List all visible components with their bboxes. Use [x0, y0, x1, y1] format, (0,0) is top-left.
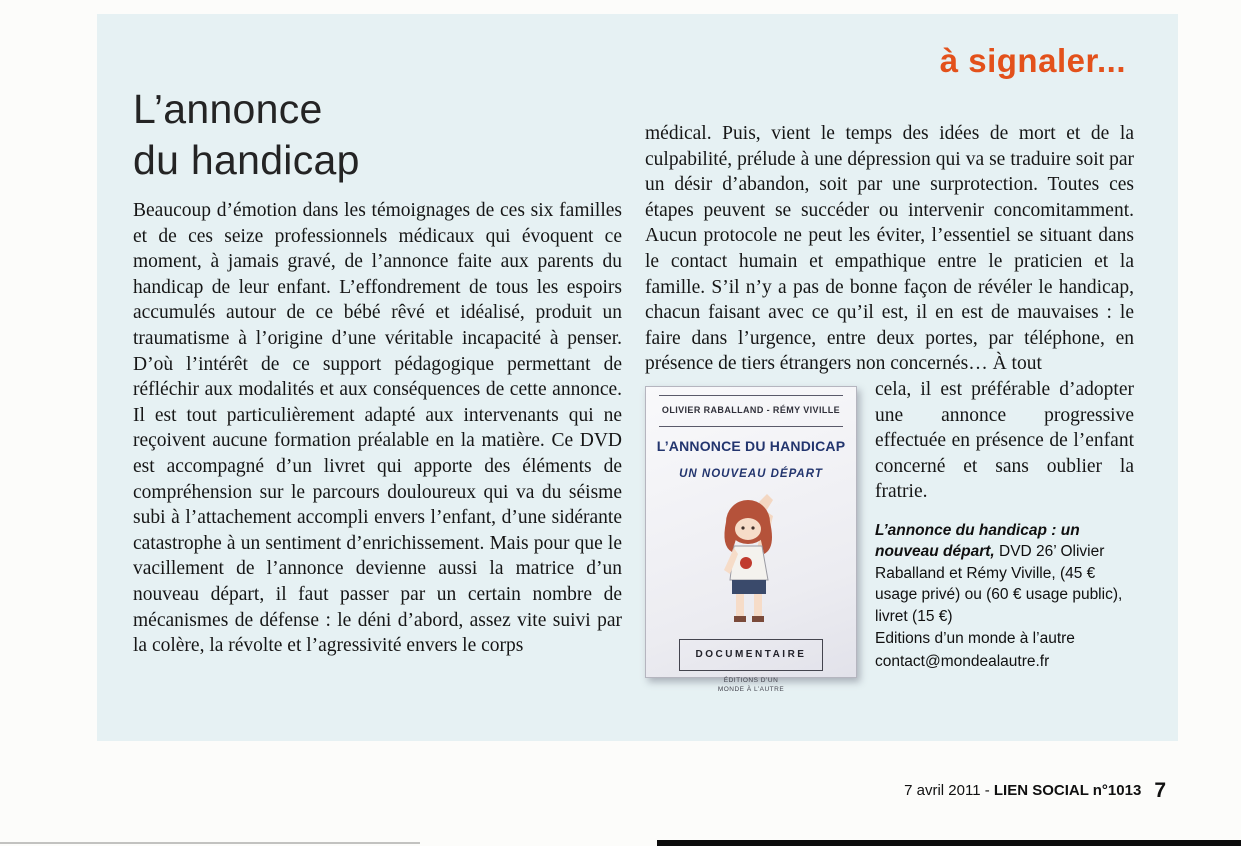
- article-title-line2: du handicap: [133, 137, 360, 183]
- footer-date: 7 avril 2011 -: [904, 782, 994, 799]
- dvd-cover-illustration: [695, 492, 807, 634]
- publication-details-body: DVD 26’ Olivier Raballand et Rémy Viville, (45 € usage privé) ou (60 € usage public), livret (15 €): [875, 543, 1123, 625]
- article-column-right-wrap-text: cela, il est préférable d’adopter une annonce progressive effectuée en présence de l’enfant concerné et sans oublier la fratrie.: [875, 378, 1134, 503]
- article-title-line1: L’annonce: [133, 86, 323, 132]
- girl-illustration-icon: [695, 492, 807, 626]
- publication-details-publisher: Editions d’un monde à l’autre: [875, 630, 1075, 648]
- dvd-cover-authors: OLIVIER RABALLAND - RÉMY VIVILLE: [659, 395, 843, 427]
- footer-page-number: 7: [1154, 779, 1166, 802]
- article-column-right-text: médical. Puis, vient le temps des idées de mort et de la culpabilité, prélude à une dépression qui va se traduire soit par un désir d’abandon, soit par une surprotection. Toutes ces étapes peuvent se succéder ou intervenir concomitamment. Aucun protocole ne peut les éviter, l’essentiel se situant dans le contact humain et empathique entre le praticien et la famille. S’il n’y a pas de bonne façon de révéler le handicap, chacun faisant avec ce qu’il est, il en est de mauvaises : le faire dans l’urgence, entre deux portes, par téléphone, en présence de tiers étrangers non concernés… À tout: [645, 123, 1134, 375]
- section-label: à signaler...: [939, 42, 1126, 79]
- dvd-cover-subtitle: UN NOUVEAU DÉPART: [679, 468, 823, 481]
- dvd-cover-publisher-logo: ÉDITIONS D’UN MONDE À L’AUTRE: [717, 676, 785, 693]
- column-right-lower: [645, 377, 1134, 693]
- article-title: [133, 84, 360, 186]
- article-column-right: [645, 121, 1134, 693]
- dvd-cover-genre: DOCUMENTAIRE: [679, 639, 824, 671]
- footer-magazine-name: LIEN SOCIAL n°1013: [993, 782, 1142, 799]
- publication-details-contact: contact@mondealautre.fr: [875, 652, 1050, 670]
- scan-edge-artifact-right: [657, 840, 1241, 846]
- publication-details-title: L’annonce du handicap : un nouveau départ,: [875, 521, 1080, 561]
- dvd-cover-title: L’ANNONCE DU HANDICAP: [656, 437, 846, 454]
- article-column-left: Beaucoup d’émotion dans les témoignages de ces six familles et de ces seize professionnels médicaux qui évoquent ce moment, à jamais gravé, de l’annonce faite aux parents du handicap de leur enfant. L’effondrement de tous les espoirs accumulés autour de ce bébé rêvé et idéalisé, produit un traumatisme à l’origine d’une véritable incapacité à penser. D’où l’intérêt de ce support pédagogique permettant de réfléchir aux modalités et aux conséquences de cette annonce. Il est tout particulièrement adapté aux intervenants qui ne reçoivent aucune formation préalable en la matière. Ce DVD est accompagné d’un livret qui apporte des éléments de compréhension sur le parcours douloureux qui va du séisme subi à l’attachement accompli envers l’enfant, d’une sidérante catastrophe à un sentiment d’enrichissement. Mais pour que le vacillement de l’annonce devienne aussi la matrice d’un nouveau départ, il faut passer par un certain nombre de mécanismes de défense : le déni d’abord, assez vite suivi par la colère, la révolte et l’agressivité envers le corps: [133, 200, 622, 657]
- dvd-cover: [645, 386, 857, 693]
- scan-edge-artifact-left: [0, 842, 420, 844]
- page-footer: [0, 779, 1166, 803]
